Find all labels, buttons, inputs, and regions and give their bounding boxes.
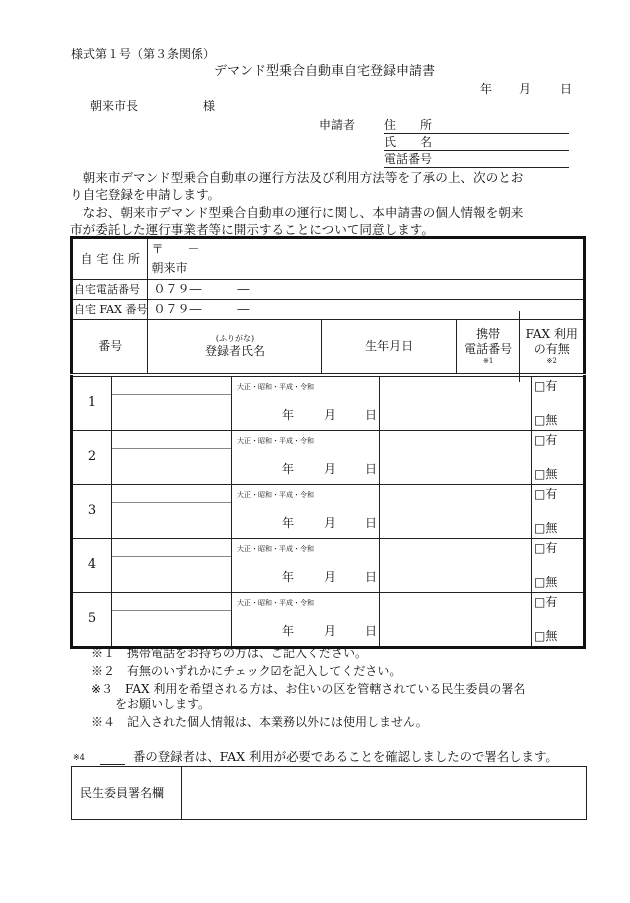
header-fax-note: ※2 bbox=[546, 357, 557, 366]
notes bbox=[91, 646, 525, 730]
confirmation-number-field[interactable] bbox=[100, 749, 125, 765]
fax-yes-checkbox[interactable]: □有 bbox=[534, 541, 558, 555]
home-fax-input[interactable]: ０７９― ― bbox=[148, 300, 585, 320]
row-number: 3 bbox=[87, 503, 97, 518]
addressee-honorific: 様 bbox=[203, 99, 216, 113]
home-fax-label: 自宅 FAX 番号 bbox=[72, 300, 148, 320]
date-day: 日 bbox=[560, 82, 573, 96]
header-fax-line1: FAX 利用 bbox=[525, 327, 578, 342]
city-name: 朝来市 bbox=[151, 261, 188, 275]
dob-day-label: 日 bbox=[365, 624, 378, 638]
home-phone-label: 自宅電話番号 bbox=[72, 280, 148, 300]
confirmation-text: 番の登録者は、FAX 利用が必要であることを確認しましたので署名します。 bbox=[133, 749, 558, 764]
header-number: 番号 bbox=[72, 320, 148, 374]
home-fax-row bbox=[72, 300, 585, 320]
dob-year-label: 年 bbox=[282, 516, 295, 530]
note-3: ※３ FAX 利用を希望される方は、お住いの区を管轄されている民生委員の署名 bbox=[91, 682, 526, 696]
fax-yes-checkbox[interactable]: □有 bbox=[534, 433, 558, 447]
header-phone-fax bbox=[456, 320, 584, 374]
date-month: 月 bbox=[519, 82, 532, 96]
fax-no-checkbox[interactable]: □無 bbox=[534, 413, 558, 427]
dob-day-label: 日 bbox=[365, 462, 378, 476]
header-name bbox=[148, 320, 322, 374]
signature-label-cell bbox=[72, 767, 182, 819]
signature-box bbox=[71, 766, 587, 820]
dob-month-label: 月 bbox=[324, 516, 337, 530]
dob-month-label: 月 bbox=[324, 570, 337, 584]
header-name-label: 登録者氏名 bbox=[204, 344, 265, 358]
header-mobile-line2: 電話番号 bbox=[464, 342, 513, 357]
applicant-address-field[interactable] bbox=[384, 118, 569, 134]
body-para1-line1: 朝来市デマンド型乗合自動車の運行方法及び利用方法等を了承の上、次のとお bbox=[70, 170, 524, 185]
header-mobile-line1: 携帯 bbox=[476, 327, 501, 342]
body-para1-line2: り自宅登録を申請します。 bbox=[70, 187, 221, 202]
dob-year-label: 年 bbox=[282, 462, 295, 476]
era-options: 大正・昭和・平成・令和 bbox=[237, 599, 314, 607]
home-address-input[interactable] bbox=[148, 238, 585, 280]
note-3-cont: をお願いします。 bbox=[91, 697, 211, 711]
era-options: 大正・昭和・平成・令和 bbox=[237, 491, 314, 499]
applicant-phone-label: 電話番号 bbox=[384, 152, 433, 166]
header-dob: 生年月日 bbox=[322, 320, 456, 374]
header-row bbox=[72, 320, 585, 374]
header-mobile bbox=[457, 327, 520, 366]
era-options: 大正・昭和・平成・令和 bbox=[237, 437, 314, 445]
row-number: 4 bbox=[87, 557, 97, 572]
home-address-row bbox=[72, 238, 585, 280]
postal-code-mark: 〒 － bbox=[151, 242, 200, 256]
home-phone-row bbox=[72, 280, 585, 300]
note-1: ※１ 携帯電話をお持ちの方は、ご記入ください。 bbox=[91, 646, 368, 660]
header-furigana: (ふりがな) bbox=[215, 334, 255, 343]
dob-year-label: 年 bbox=[282, 570, 295, 584]
dob-month-label: 月 bbox=[324, 624, 337, 638]
dob-day-label: 日 bbox=[365, 516, 378, 530]
signature-field[interactable] bbox=[182, 767, 586, 819]
header-mobile-note: ※1 bbox=[482, 357, 494, 366]
applicant-name-label: 氏 名 bbox=[384, 135, 433, 149]
row-number: 5 bbox=[87, 611, 97, 626]
fax-no-checkbox[interactable]: □無 bbox=[534, 467, 558, 481]
confirmation-mark: ※4 bbox=[73, 753, 85, 762]
dob-day-label: 日 bbox=[365, 408, 378, 422]
rows-border bbox=[70, 375, 586, 649]
home-address-label: 自 宅 住 所 bbox=[72, 238, 148, 280]
signature-label: 民生委員署名欄 bbox=[80, 786, 165, 800]
registration-table bbox=[70, 236, 586, 374]
body-para2-line1: なお、朝来市デマンド型乗合自動車の運行に関し、本申請書の個人情報を朝来 bbox=[70, 205, 524, 220]
fax-yes-checkbox[interactable]: □有 bbox=[534, 595, 558, 609]
fax-no-checkbox[interactable]: □無 bbox=[534, 629, 558, 643]
row-number: 1 bbox=[87, 395, 97, 410]
fax-no-checkbox[interactable]: □無 bbox=[534, 521, 558, 535]
applicant-address-label: 住 所 bbox=[384, 118, 433, 132]
dob-year-label: 年 bbox=[282, 624, 295, 638]
applicant-name-field[interactable] bbox=[384, 135, 569, 151]
header-fax-line2: の有無 bbox=[533, 342, 570, 357]
applicant-phone-field[interactable] bbox=[384, 152, 569, 168]
dob-day-label: 日 bbox=[365, 570, 378, 584]
form-title: デマンド型乗合自動車自宅登録申請書 bbox=[214, 64, 436, 79]
applicant-label: 申請者 bbox=[319, 118, 356, 132]
note-2: ※２ 有無のいずれかにチェック☑を記入してください。 bbox=[91, 664, 402, 678]
fax-no-checkbox[interactable]: □無 bbox=[534, 575, 558, 589]
body-para2-line2: 市が委託した運行事業者等に開示することについて同意します。 bbox=[70, 222, 434, 237]
addressee-name: 朝来市長 bbox=[90, 99, 139, 113]
dob-month-label: 月 bbox=[324, 462, 337, 476]
home-phone-input[interactable]: ０７９― ― bbox=[148, 280, 585, 300]
form-number: 様式第１号（第３条関係） bbox=[71, 47, 216, 61]
note-4: ※４ 記入された個人情報は、本業務以外には使用しません。 bbox=[91, 715, 428, 729]
date-year: 年 bbox=[480, 82, 493, 96]
fax-yes-checkbox[interactable]: □有 bbox=[534, 379, 558, 393]
row-number: 2 bbox=[87, 449, 97, 464]
era-options: 大正・昭和・平成・令和 bbox=[237, 545, 314, 553]
fax-yes-checkbox[interactable]: □有 bbox=[534, 487, 558, 501]
era-options: 大正・昭和・平成・令和 bbox=[237, 383, 314, 391]
header-fax bbox=[519, 311, 583, 382]
dob-month-label: 月 bbox=[324, 408, 337, 422]
dob-year-label: 年 bbox=[282, 408, 295, 422]
